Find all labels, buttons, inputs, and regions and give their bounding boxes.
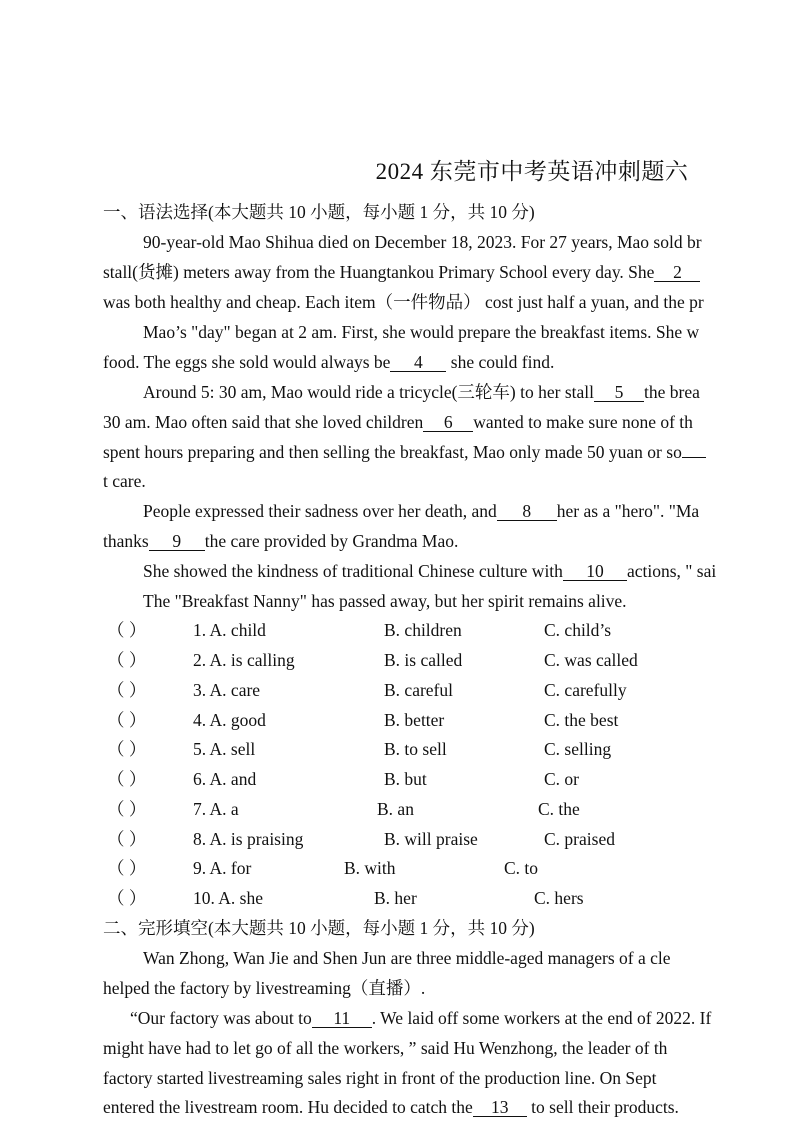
option-b: B. better [384,710,445,730]
answer-blank[interactable]: 2 [654,263,700,282]
answer-paren[interactable]: （ ） [107,650,147,670]
answer-paren[interactable]: （ ） [107,769,147,789]
option-c: C. the [538,799,580,819]
passage-line: 30 am. Mao often said that she loved children 6 wanted to make sure none of th [103,412,693,432]
answer-blank[interactable]: 13 [473,1098,527,1117]
option-b: B. children [384,620,462,640]
answer-blank[interactable]: 9 [149,532,205,551]
option-a: 10. A. she [193,888,263,908]
passage-line: factory started livestreaming sales right in front of the production line. On Sept [103,1068,657,1088]
option-b: B. with [344,858,396,878]
option-c: C. hers [534,888,584,908]
option-c: C. was called [544,650,638,670]
option-b: B. will praise [384,829,478,849]
option-b: B. is called [384,650,463,670]
answer-blank[interactable]: 5 [594,383,644,402]
passage-line: Around 5: 30 am, Mao would ride a tricycle(三轮车) to her stall 5 the brea [143,382,700,402]
passage-line: stall(货摊) meters away from the Huangtankou Primary School every day. She 2 [103,261,700,283]
passage-line: entered the livestream room. Hu decided to catch the 13 to sell their products. [103,1097,679,1117]
option-c: C. praised [544,829,615,849]
option-a: 6. A. and [193,769,257,789]
passage-line: 90-year-old Mao Shihua died on December 18, 2023. For 27 years, Mao sold br [143,232,702,252]
answer-paren[interactable]: （ ） [107,858,147,878]
option-a: 2. A. is calling [193,650,295,670]
option-b: B. her [374,888,417,908]
passage-line: might have had to let go of all the workers, ” said Hu Wenzhong, the leader of th [103,1038,668,1058]
option-a: 3. A. care [193,680,261,700]
passage-line: spent hours preparing and then selling the breakfast, Mao only made 50 yuan or so [103,441,706,463]
page-title: 2024 东莞市中考英语冲刺题六 [375,159,689,184]
option-b: B. an [377,799,414,819]
option-b: B. but [384,769,427,789]
passage-line: helped the factory by livestreaming（直播）. [103,978,426,998]
answer-blank[interactable]: 10 [563,562,627,581]
passage-line: The "Breakfast Nanny" has passed away, but her spirit remains alive. [143,591,627,611]
answer-blank[interactable] [682,457,706,458]
section2-heading: 二、完形填空(本大题共 10 小题，每小题 1 分，共 10 分) [103,918,535,938]
passage-line: “Our factory was about to 11 . We laid off some workers at the end of 2022. If [130,1008,712,1028]
option-c: C. child’s [544,620,612,640]
option-a: 1. A. child [193,620,266,640]
option-a: 9. A. for [193,858,252,878]
option-b: B. careful [384,680,453,700]
answer-blank[interactable]: 8 [497,502,557,521]
section1-heading: 一、语法选择(本大题共 10 小题，每小题 1 分，共 10 分) [103,202,535,222]
answer-blank[interactable]: 11 [312,1009,372,1028]
option-c: C. the best [544,710,619,730]
answer-blank[interactable]: 4 [390,353,446,372]
answer-paren[interactable]: （ ） [107,829,147,849]
option-a: 8. A. is praising [193,829,304,849]
answer-paren[interactable]: （ ） [107,739,147,759]
option-a: 4. A. good [193,710,266,730]
option-c: C. carefully [544,680,627,700]
option-c: C. selling [544,739,612,759]
passage-line: t care. [103,471,146,491]
option-a: 5. A. sell [193,739,256,759]
option-b: B. to sell [384,739,447,759]
answer-paren[interactable]: （ ） [107,888,147,908]
answer-paren[interactable]: （ ） [107,680,147,700]
answer-paren[interactable]: （ ） [107,799,147,819]
passage-line: She showed the kindness of traditional Chinese culture with 10 actions, " sai [143,561,717,581]
option-c: C. or [544,769,579,789]
option-c: C. to [504,858,539,878]
answer-blank[interactable]: 6 [423,413,473,432]
passage-line: Wan Zhong, Wan Jie and Shen Jun are three middle-aged managers of a cle [143,948,671,968]
passage-line: Mao’s "day" began at 2 am. First, she would prepare the breakfast items. She w [143,322,700,342]
passage-line: was both healthy and cheap. Each item（一件物品） cost just half a yuan, and the pr [103,292,704,312]
option-a: 7. A. a [193,799,239,819]
passage-line: thanks 9 the care provided by Grandma Mao. [103,531,459,551]
passage-line: food. The eggs she sold would always be 4 she could find. [103,352,555,372]
answer-paren[interactable]: （ ） [107,620,147,640]
answer-paren[interactable]: （ ） [107,710,147,730]
passage-line: People expressed their sadness over her death, and 8 her as a "hero". "Ma [143,501,700,521]
